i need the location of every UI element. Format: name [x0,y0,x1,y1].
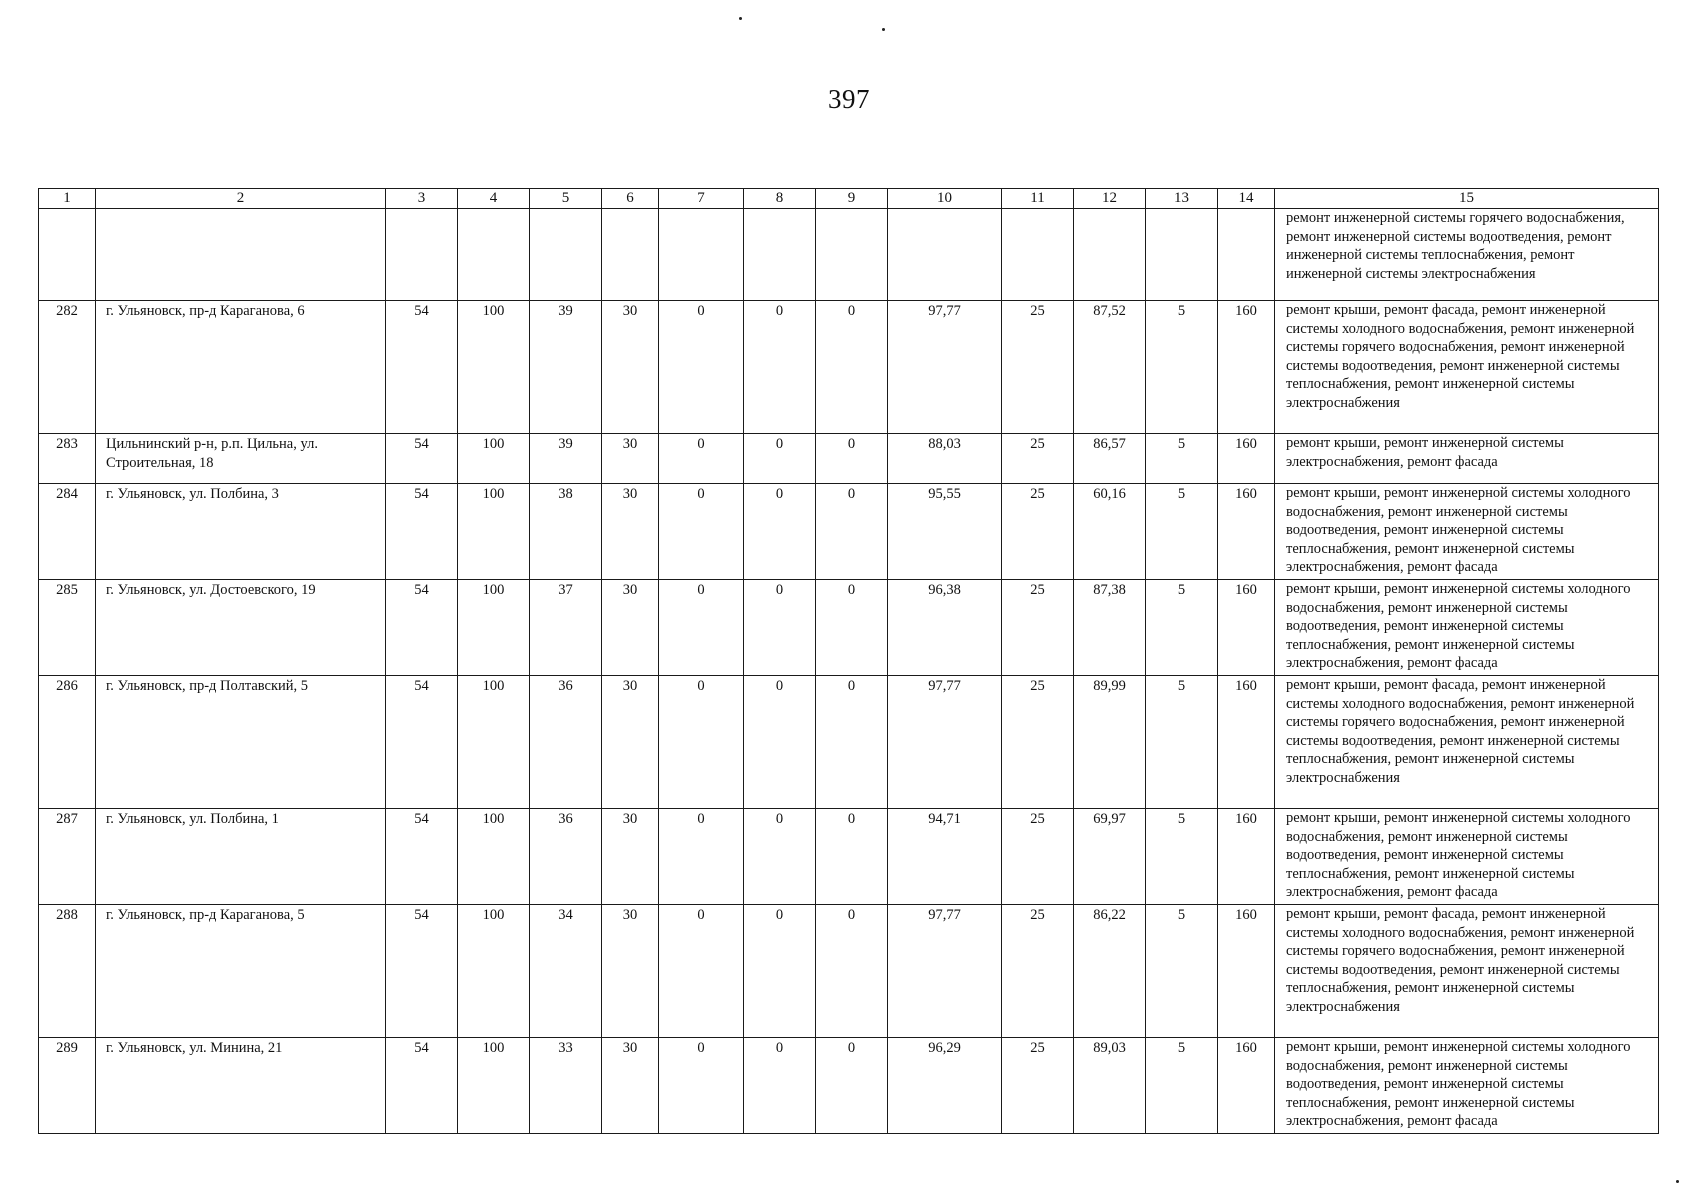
works-cell: ремонт крыши, ремонт инженерной системы холодного водоснабжения, ремонт инженерной системы водоотведения, ремонт инженерной системы теплоснабжения, ремонт инженерной системы электроснабжения, ремонт фасада [1275,484,1659,580]
col11-cell [1002,209,1074,301]
column-header: 5 [530,189,602,209]
col12-cell: 89,03 [1074,1038,1146,1134]
works-cell: ремонт крыши, ремонт фасада, ремонт инженерной системы холодного водоснабжения, ремонт инженерной системы горячего водоснабжения, ремонт инженерной системы водоотведения, ремонт инженерной системы теплоснабжения, ремонт инженерной системы электроснабжения [1275,301,1659,434]
row-number-cell: 289 [39,1038,96,1134]
col5-cell: 36 [530,809,602,905]
table-row [39,676,1659,809]
address-cell [96,209,386,301]
col13-cell: 5 [1146,434,1218,484]
col3-cell: 54 [386,434,458,484]
col13-cell: 5 [1146,676,1218,809]
col12-cell [1074,209,1146,301]
column-header: 7 [659,189,744,209]
col10-cell: 88,03 [888,434,1002,484]
table-row [39,905,1659,1038]
col3-cell: 54 [386,1038,458,1134]
repair-program-table [38,188,1659,1134]
col9-cell: 0 [816,301,888,434]
scan-speck [739,17,742,20]
col11-cell: 25 [1002,1038,1074,1134]
column-header: 11 [1002,189,1074,209]
col12-cell: 86,22 [1074,905,1146,1038]
col13-cell: 5 [1146,1038,1218,1134]
row-number-cell: 282 [39,301,96,434]
col13-cell: 5 [1146,580,1218,676]
col5-cell: 36 [530,676,602,809]
col14-cell [1218,209,1275,301]
col7-cell: 0 [659,301,744,434]
row-number-cell [39,209,96,301]
col11-cell: 25 [1002,484,1074,580]
col6-cell: 30 [602,434,659,484]
address-cell: г. Ульяновск, ул. Минина, 21 [96,1038,386,1134]
col5-cell [530,209,602,301]
col7-cell: 0 [659,809,744,905]
column-header: 12 [1074,189,1146,209]
col14-cell: 160 [1218,484,1275,580]
col10-cell: 97,77 [888,905,1002,1038]
scan-speck [882,28,885,31]
col9-cell: 0 [816,484,888,580]
address-cell: г. Ульяновск, ул. Полбина, 3 [96,484,386,580]
col11-cell: 25 [1002,809,1074,905]
col7-cell: 0 [659,1038,744,1134]
col7-cell: 0 [659,484,744,580]
col5-cell: 34 [530,905,602,1038]
col4-cell: 100 [458,580,530,676]
col4-cell: 100 [458,676,530,809]
col10-cell: 97,77 [888,676,1002,809]
col3-cell: 54 [386,301,458,434]
address-cell: г. Ульяновск, ул. Полбина, 1 [96,809,386,905]
table-row [39,809,1659,905]
column-header: 8 [744,189,816,209]
col14-cell: 160 [1218,301,1275,434]
col14-cell: 160 [1218,580,1275,676]
col8-cell: 0 [744,301,816,434]
col14-cell: 160 [1218,676,1275,809]
col6-cell: 30 [602,1038,659,1134]
column-header: 1 [39,189,96,209]
row-number-cell: 283 [39,434,96,484]
address-cell: Цильнинский р-н, р.п. Цильна, ул. Строительная, 18 [96,434,386,484]
works-cell: ремонт инженерной системы горячего водоснабжения, ремонт инженерной системы водоотведения, ремонт инженерной системы теплоснабжения, ремонт инженерной системы электроснабжения [1275,209,1659,301]
col8-cell: 0 [744,809,816,905]
row-number-cell: 284 [39,484,96,580]
col14-cell: 160 [1218,434,1275,484]
col3-cell: 54 [386,676,458,809]
address-cell: г. Ульяновск, пр-д Караганова, 5 [96,905,386,1038]
col9-cell: 0 [816,809,888,905]
col10-cell: 96,29 [888,1038,1002,1134]
col10-cell: 95,55 [888,484,1002,580]
col8-cell [744,209,816,301]
col9-cell: 0 [816,1038,888,1134]
col12-cell: 86,57 [1074,434,1146,484]
col12-cell: 89,99 [1074,676,1146,809]
col4-cell: 100 [458,1038,530,1134]
col4-cell: 100 [458,301,530,434]
col14-cell: 160 [1218,1038,1275,1134]
table-row [39,301,1659,434]
column-header: 15 [1275,189,1659,209]
col12-cell: 69,97 [1074,809,1146,905]
col3-cell: 54 [386,809,458,905]
table-row [39,484,1659,580]
column-number-header-row [39,189,1659,209]
works-cell: ремонт крыши, ремонт инженерной системы электроснабжения, ремонт фасада [1275,434,1659,484]
col11-cell: 25 [1002,434,1074,484]
col9-cell: 0 [816,676,888,809]
col12-cell: 87,38 [1074,580,1146,676]
col11-cell: 25 [1002,676,1074,809]
col10-cell: 96,38 [888,580,1002,676]
col14-cell: 160 [1218,905,1275,1038]
col10-cell: 94,71 [888,809,1002,905]
col5-cell: 33 [530,1038,602,1134]
address-cell: г. Ульяновск, ул. Достоевского, 19 [96,580,386,676]
col7-cell [659,209,744,301]
col8-cell: 0 [744,905,816,1038]
col3-cell: 54 [386,905,458,1038]
col6-cell: 30 [602,484,659,580]
col6-cell [602,209,659,301]
col12-cell: 87,52 [1074,301,1146,434]
col5-cell: 39 [530,301,602,434]
row-number-cell: 285 [39,580,96,676]
works-cell: ремонт крыши, ремонт инженерной системы холодного водоснабжения, ремонт инженерной системы водоотведения, ремонт инженерной системы теплоснабжения, ремонт инженерной системы электроснабжения, ремонт фасада [1275,809,1659,905]
column-header: 9 [816,189,888,209]
page-number: 397 [828,84,870,114]
column-header: 6 [602,189,659,209]
column-header: 13 [1146,189,1218,209]
col3-cell: 54 [386,580,458,676]
col4-cell [458,209,530,301]
works-cell: ремонт крыши, ремонт фасада, ремонт инженерной системы холодного водоснабжения, ремонт инженерной системы горячего водоснабжения, ремонт инженерной системы водоотведения, ремонт инженерной системы теплоснабжения, ремонт инженерной системы электроснабжения [1275,676,1659,809]
col13-cell: 5 [1146,809,1218,905]
col10-cell [888,209,1002,301]
col8-cell: 0 [744,580,816,676]
col6-cell: 30 [602,905,659,1038]
table-row [39,434,1659,484]
col8-cell: 0 [744,434,816,484]
col9-cell: 0 [816,580,888,676]
col11-cell: 25 [1002,580,1074,676]
column-header: 3 [386,189,458,209]
row-number-cell: 287 [39,809,96,905]
col5-cell: 39 [530,434,602,484]
col6-cell: 30 [602,809,659,905]
col7-cell: 0 [659,905,744,1038]
column-header: 10 [888,189,1002,209]
col5-cell: 38 [530,484,602,580]
col4-cell: 100 [458,484,530,580]
column-header: 2 [96,189,386,209]
address-cell: г. Ульяновск, пр-д Полтавский, 5 [96,676,386,809]
col7-cell: 0 [659,580,744,676]
col6-cell: 30 [602,580,659,676]
col4-cell: 100 [458,434,530,484]
col9-cell: 0 [816,905,888,1038]
col13-cell [1146,209,1218,301]
col13-cell: 5 [1146,301,1218,434]
col7-cell: 0 [659,434,744,484]
col8-cell: 0 [744,676,816,809]
col4-cell: 100 [458,809,530,905]
column-header: 14 [1218,189,1275,209]
table-row [39,209,1659,301]
col11-cell: 25 [1002,301,1074,434]
col4-cell: 100 [458,905,530,1038]
column-header: 4 [458,189,530,209]
col6-cell: 30 [602,676,659,809]
address-cell: г. Ульяновск, пр-д Караганова, 6 [96,301,386,434]
table-body [39,209,1659,1134]
col7-cell: 0 [659,676,744,809]
col9-cell [816,209,888,301]
col8-cell: 0 [744,1038,816,1134]
col13-cell: 5 [1146,484,1218,580]
col14-cell: 160 [1218,809,1275,905]
scan-speck [1676,1180,1679,1183]
table-row [39,1038,1659,1134]
table-row [39,580,1659,676]
col3-cell: 54 [386,484,458,580]
col9-cell: 0 [816,434,888,484]
works-cell: ремонт крыши, ремонт инженерной системы холодного водоснабжения, ремонт инженерной системы водоотведения, ремонт инженерной системы теплоснабжения, ремонт инженерной системы электроснабжения, ремонт фасада [1275,1038,1659,1134]
works-cell: ремонт крыши, ремонт инженерной системы холодного водоснабжения, ремонт инженерной системы водоотведения, ремонт инженерной системы теплоснабжения, ремонт инженерной системы электроснабжения, ремонт фасада [1275,580,1659,676]
col11-cell: 25 [1002,905,1074,1038]
col3-cell [386,209,458,301]
col6-cell: 30 [602,301,659,434]
row-number-cell: 288 [39,905,96,1038]
row-number-cell: 286 [39,676,96,809]
col10-cell: 97,77 [888,301,1002,434]
col12-cell: 60,16 [1074,484,1146,580]
works-cell: ремонт крыши, ремонт фасада, ремонт инженерной системы холодного водоснабжения, ремонт инженерной системы горячего водоснабжения, ремонт инженерной системы водоотведения, ремонт инженерной системы теплоснабжения, ремонт инженерной системы электроснабжения [1275,905,1659,1038]
col5-cell: 37 [530,580,602,676]
col8-cell: 0 [744,484,816,580]
col13-cell: 5 [1146,905,1218,1038]
